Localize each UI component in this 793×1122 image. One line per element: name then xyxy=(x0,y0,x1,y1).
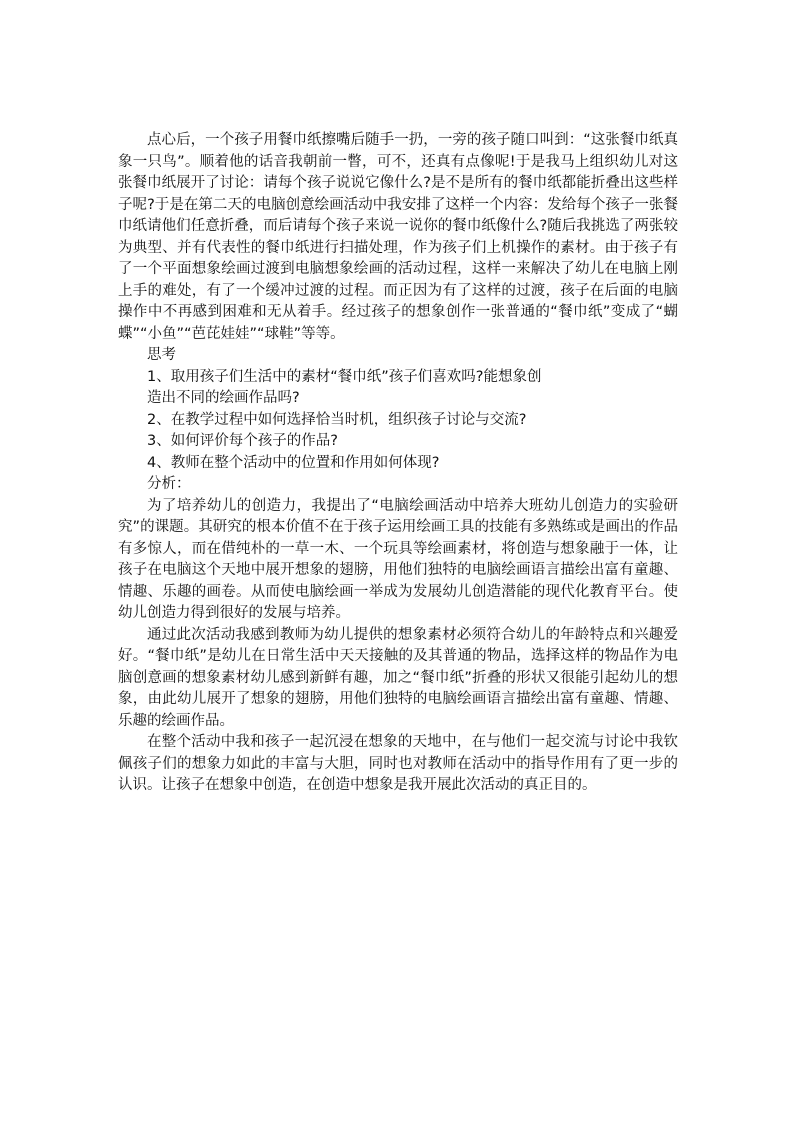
story-paragraph: 点心后，一个孩子用餐巾纸擦嘴后随手一扔，一旁的孩子随口叫到：“这张餐巾纸真象一只鸟”。顺着他的话音我朝前一瞥，可不，还真有点像呢!于是我马上组织幼儿对这张餐巾纸展开了讨论：请每个孩子说说它像什么?是不是所有的餐巾纸都能折叠出这些样子呢?于是在第二天的电脑创意绘画活动中我安排了这样一个内容：发给每个孩子一张餐巾纸请他们任意折叠，而后请每个孩子来说一说你的餐巾纸像什么?随后我挑选了两张较为典型、并有代表性的餐巾纸进行扫描处理，作为孩子们上机操作的素材。由于孩子有了一个平面想象绘画过渡到电脑想象绘画的活动过程，这样一来解决了幼儿在电脑上刚上手的难处，有了一个缓冲过渡的过程。而正因为有了这样的过渡，孩子在后面的电脑操作中不再感到困难和无从着手。经过孩子的想象创作一张普通的“餐巾纸”变成了“蝴蝶”“小鱼”“芭芘娃娃”“球鞋”等等。 xyxy=(118,132,678,342)
question-3: 3、如何评价每个孩子的作品? xyxy=(147,433,338,449)
document-body xyxy=(118,130,678,797)
analysis-paragraph-2: 通过此次活动我感到教师为幼儿提供的想象素材必须符合幼儿的年龄特点和兴趣爱好。“餐巾纸”是幼儿在日常生活中天天接触的及其普通的物品，选择这样的物品作为电脑创意画的想象素材幼儿感到新鲜有趣，加之“餐巾纸”折叠的形状又很能引起幼儿的想象，由此幼儿展开了想象的翅膀，用他们独特的电脑绘画语言描绘出富有童趣、情趣、乐趣的绘画作品。 xyxy=(118,626,678,729)
analysis-paragraph-1: 为了培养幼儿的创造力，我提出了“电脑绘画活动中培养大班幼儿创造力的实验研究”的课题。其研究的根本价值不在于孩子运用绘画工具的技能有多熟练或是画出的作品有多惊人，而在借纯朴的一草一木、一个玩具等绘画素材，将创造与想象融于一体，让孩子在电脑这个天地中展开想象的翅膀，用他们独特的电脑绘画语言描绘出富有童趣、情趣、乐趣的画卷。从而使电脑绘画一举成为发展幼儿创造潜能的现代化教育平台。使幼儿创造力得到很好的发展与培养。 xyxy=(118,497,678,621)
question-1-continuation: 造出不同的绘画作品吗? xyxy=(147,390,300,406)
analysis-paragraph-3: 在整个活动中我和孩子一起沉浸在想象的天地中，在与他们一起交流与讨论中我钦佩孩子们的想象力如此的丰富与大胆，同时也对教师在活动中的指导作用有了更一步的认识。让孩子在想象中创造，在创造中想象是我开展此次活动的真正目的。 xyxy=(118,734,678,793)
section-heading-thinking: 思考 xyxy=(147,347,176,363)
question-1: 1、取用孩子们生活中的素材“餐巾纸”孩子们喜欢吗?能想象创 xyxy=(147,368,542,385)
question-2: 2、在教学过程中如何选择恰当时机，组织孩子讨论与交流? xyxy=(147,411,527,428)
section-heading-analysis: 分析： xyxy=(147,476,191,492)
question-4: 4、教师在整个活动中的位置和作用如何体现? xyxy=(147,454,440,471)
